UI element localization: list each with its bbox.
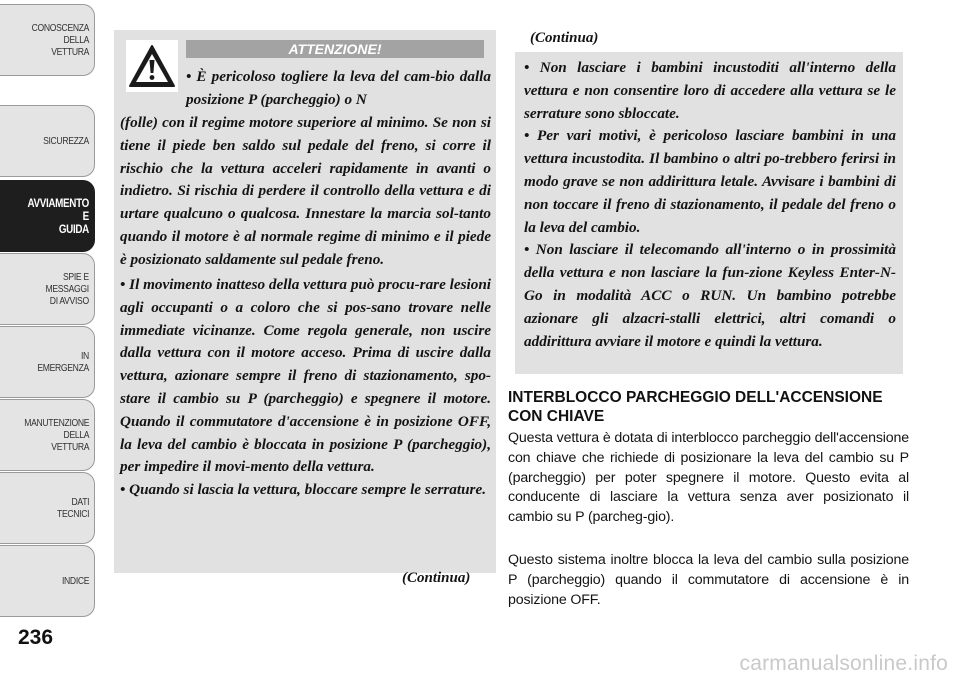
section-title: INTERBLOCCO PARCHEGGIO DELL'ACCENSIONE CON CHIAVE [508, 389, 883, 425]
warning-paragraph-6: • Non lasciare il telecomando all'interno o in prossimità della vettura e non lasciare la fun-zione Keyless Enter-N-Go in modalità ACC o RUN. Un bambino potrebbe azionare gli alzacri-stalli elettrici, altri comandi o addirittura avviare il motore e quindi la vettura. [524, 241, 896, 350]
tab-sicurezza[interactable] [0, 105, 95, 177]
tab-dati-tecnici[interactable] [0, 472, 95, 544]
tab-label: AVVIAMENTO E GUIDA [27, 195, 89, 236]
warning-paragraph-4: • Non lasciare i bambini incustoditi all'interno della vettura e non consentire loro di accedere alla vettura se le serrature sono sbloccate. [524, 59, 896, 122]
section-body-2: Questo sistema inoltre blocca la leva del cambio sulla posizione P (parcheggio) quando il commutatore di accensione è in posizione OFF. [508, 552, 909, 608]
warning-paragraph-2: • Il movimento inatteso della vettura può procu-rare lesioni agli occupanti o a coloro che si pos-sano trovare nelle immediate vicinanze. Come regola generale, non uscire dalla vettura con il motore acceso. Prima di uscire dalla vettura, azionare sempre il freno di stazionamento, spo-stare il cambio su P (parcheggio) e spegnere il motore. Quando il commutatore d'accensione è in posizione OFF, la leva del cambio è bloccata in posizione P (parcheggio), per impedire il movi-mento della vettura. [120, 276, 491, 476]
tab-label: SICUREZZA [43, 135, 89, 147]
warning-triangle-icon [126, 40, 178, 92]
tab-manutenzione-della-vettura[interactable] [0, 399, 95, 471]
warning-paragraph-3: • Quando si lascia la vettura, bloccare sempre le serrature. [120, 481, 487, 499]
warning-paragraph-5: • Per vari motivi, è pericoloso lasciare bambini in una vettura incustodita. Il bambino o altri po-trebbero ferirsi in modo grave se non addirittura letale. Avvisare i bambini di non toccare il freno di stazionamento, il pedale del freno o la leva del cambio. [524, 127, 896, 236]
warning-column-2-text [524, 57, 896, 353]
tab-label: SPIE E MESSAGGI DI AVVISO [45, 271, 89, 307]
tab-label: MANUTENZIONE DELLA VETTURA [24, 417, 89, 453]
page-number: 236 [18, 626, 54, 649]
continua-label-top: (Continua) [530, 30, 599, 46]
tab-avviamento-e-guida[interactable] [0, 180, 95, 252]
tab-label: DATI TECNICI [56, 496, 89, 520]
tab-indice[interactable] [0, 545, 95, 617]
tab-spie-e-messaggi-di-avviso[interactable] [0, 253, 95, 325]
warning-header: ATTENZIONE! [186, 40, 484, 58]
tab-label: INDICE [61, 575, 89, 587]
tab-label: CONOSCENZA DELLA VETTURA [31, 22, 89, 58]
watermark: carmanualsonline.info [739, 652, 948, 675]
warning-paragraph-1-start: • È pericoloso togliere la leva del cam-bio dalla posizione P (parcheggio) o N [186, 68, 491, 108]
warning-column-1-rest [120, 274, 491, 502]
section-body-1: Questa vettura è dotata di interblocco parcheggio dell'accensione con chiave che richiede di posizionare la leva del cambio su P (parcheggio) per poter spegnere il motore. Questo evita al conducente di lasciare la vettura senza aver posizionato il cambio su P (parcheg-gio). [508, 430, 909, 526]
tab-in-emergenza[interactable] [0, 326, 95, 398]
continua-label-bottom: (Continua) [402, 570, 471, 586]
tab-conoscenza-della-vettura[interactable] [0, 4, 95, 76]
warning-paragraph-1-continued: (folle) con il regime motore superiore al minimo. Se non si tiene il piede ben saldo sul pedale del freno, si corre il rischio che la vettura acceleri rapidamente in avanti o indietro. Si rischia di perdere il controllo della vettura e di urtare qualcuno o qualcosa. Innestare la marcia sol-tanto quando il motore è al normale regime di minimo e il piede è posizionato saldamente sul pedale freno. [120, 114, 491, 268]
tab-label: IN EMERGENZA [37, 350, 89, 374]
